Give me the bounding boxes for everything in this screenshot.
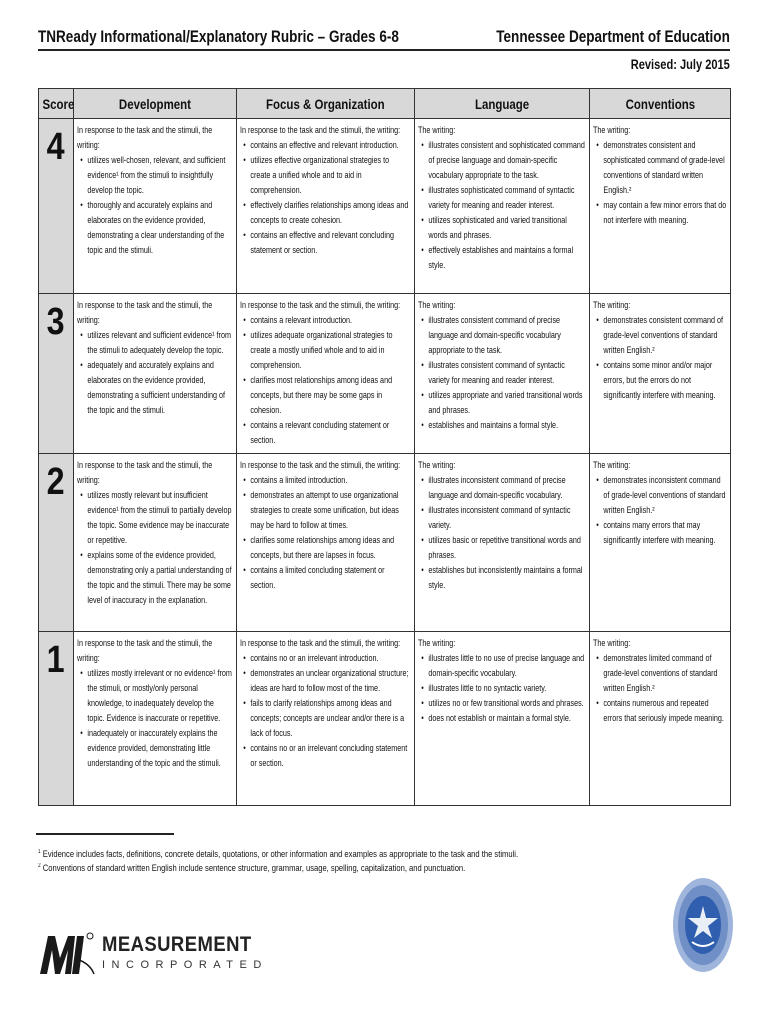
criterion-intro: In response to the task and the stimuli, the writing: bbox=[240, 300, 401, 311]
criterion-item: • establishes and maintains a formal style. bbox=[418, 418, 586, 433]
criterion-item: • contains a limited concluding statement or section. bbox=[240, 563, 411, 593]
conventions-cell bbox=[590, 631, 731, 805]
organization-name: Tennessee Department of Education bbox=[496, 28, 730, 46]
criterion-intro: The writing: bbox=[418, 300, 456, 311]
criterion-item: • clarifies most relationships among ideas and concepts, but there may be some gaps in cohesion. bbox=[240, 373, 411, 418]
footnote-2: $^2$ Conventions of standard written English include sentence structure, grammar, usage, spelling, capitalization, and punctuation. bbox=[38, 863, 466, 875]
criterion-intro: In response to the task and the stimuli, the writing: bbox=[77, 300, 213, 326]
criterion-item: • effectively clarifies relationships among ideas and concepts to create cohesion. bbox=[240, 198, 411, 228]
logo-subname: INCORPORATED bbox=[102, 959, 268, 971]
logo-name: MEASUREMENT bbox=[102, 933, 252, 956]
focus-cell bbox=[237, 119, 415, 294]
development-cell bbox=[74, 631, 237, 805]
criterion-item: • utilizes appropriate and varied transitional words and phrases. bbox=[418, 388, 586, 418]
criterion-list bbox=[593, 313, 727, 403]
criterion-list bbox=[240, 138, 411, 258]
criterion-item: • does not establish or maintain a formal style. bbox=[418, 711, 586, 726]
criterion-list bbox=[240, 651, 411, 771]
header-divider bbox=[38, 49, 730, 51]
criterion-item: • utilizes well-chosen, relevant, and sufficient evidence¹ from the stimuli to insightfully develop the topic. bbox=[77, 153, 233, 198]
criterion-item: • demonstrates an attempt to use organizational strategies to create some unification, but ideas may be hard to follow at times. bbox=[240, 488, 411, 533]
score-value: 2 bbox=[47, 461, 65, 504]
criterion-item: • contains many errors that may significantly interfere with meaning. bbox=[593, 518, 727, 548]
score-cell bbox=[39, 294, 74, 454]
language-cell bbox=[415, 454, 590, 631]
criterion-item: • demonstrates consistent command of grade-level conventions of standard written English.² bbox=[593, 313, 727, 358]
document-title: TNReady Informational/Explanatory Rubric – Grades 6-8 bbox=[38, 28, 399, 46]
conventions-cell bbox=[590, 454, 731, 631]
criterion-list bbox=[77, 488, 233, 608]
criterion-item: • demonstrates consistent and sophisticated command of grade-level conventions of standard written English.² bbox=[593, 138, 727, 198]
criterion-item: • contains an effective and relevant introduction. bbox=[240, 138, 411, 153]
criterion-item: • thoroughly and accurately explains and elaborates on the evidence provided, demonstrating a clear understanding of the topic and the stimuli. bbox=[77, 198, 233, 258]
criterion-item: • contains no or an irrelevant introduction. bbox=[240, 651, 411, 666]
criterion-item: • contains an effective and relevant concluding statement or section. bbox=[240, 228, 411, 258]
column-header-development: Development bbox=[74, 89, 237, 119]
criterion-item: • demonstrates an unclear organizational structure; ideas are hard to follow most of the time. bbox=[240, 666, 411, 696]
rubric-header-row bbox=[39, 89, 731, 119]
language-cell bbox=[415, 119, 590, 294]
conventions-cell bbox=[590, 119, 731, 294]
criterion-item: • explains some of the evidence provided, demonstrating only a partial understanding of the topic and the stimuli. There may be some level of inaccuracy in the explanation. bbox=[77, 548, 233, 608]
criterion-list bbox=[77, 328, 233, 418]
tn-education-seal bbox=[672, 876, 734, 974]
criterion-list bbox=[593, 138, 727, 228]
criterion-list bbox=[418, 651, 586, 726]
criterion-list bbox=[77, 666, 233, 771]
criterion-item: • contains no or an irrelevant concluding statement or section. bbox=[240, 741, 411, 771]
criterion-list bbox=[593, 473, 727, 548]
criterion-intro: The writing: bbox=[593, 300, 631, 311]
criterion-intro: The writing: bbox=[418, 460, 456, 471]
score-value: 3 bbox=[47, 301, 65, 344]
criterion-item: • demonstrates limited command of grade-level conventions of standard written English.² bbox=[593, 651, 727, 696]
rubric-body bbox=[39, 119, 731, 806]
criterion-item: • utilizes no or few transitional words and phrases. bbox=[418, 696, 586, 711]
criterion-item: • contains some minor and/or major errors, but the errors do not significantly interfere with meaning. bbox=[593, 358, 727, 403]
rubric-row bbox=[39, 119, 731, 294]
criterion-item: • contains a relevant introduction. bbox=[240, 313, 411, 328]
score-value: 4 bbox=[47, 126, 65, 168]
criterion-item: • illustrates consistent and sophisticated command of precise language and domain-specific vocabulary appropriate to the task. bbox=[418, 138, 586, 183]
criterion-list bbox=[418, 473, 586, 593]
criterion-item: • inadequately or inaccurately explains the evidence provided, demonstrating little understanding of the topic and the stimuli. bbox=[77, 726, 233, 771]
footnote-1: $^1$ Evidence includes facts, definitions, concrete details, quotations, or other information and examples as appropriate to the task and the stimuli. bbox=[38, 849, 519, 861]
rubric-table bbox=[38, 88, 731, 806]
criterion-item: • contains a limited introduction. bbox=[240, 473, 411, 488]
criterion-list bbox=[240, 473, 411, 593]
criterion-intro: The writing: bbox=[418, 125, 456, 135]
development-cell bbox=[74, 454, 237, 631]
criterion-intro: The writing: bbox=[418, 637, 456, 648]
criterion-item: • contains numerous and repeated errors that seriously impede meaning. bbox=[593, 696, 727, 726]
criterion-item: • illustrates sophisticated command of syntactic variety for meaning and reader interest. bbox=[418, 183, 586, 213]
criterion-item: • utilizes effective organizational strategies to create a unified whole and to aid in comprehension. bbox=[240, 153, 411, 198]
development-cell bbox=[74, 294, 237, 454]
criterion-item: • utilizes adequate organizational strategies to create a mostly unified whole and to aid in comprehension. bbox=[240, 328, 411, 373]
rubric-row bbox=[39, 454, 731, 631]
criterion-intro: The writing: bbox=[593, 637, 631, 648]
criterion-item: • utilizes mostly irrelevant or no evidence¹ from the stimuli, or mostly/only personal knowledge, to inadequately develop the topic. Evidence is inaccurate or repetitive. bbox=[77, 666, 233, 726]
criterion-list bbox=[77, 153, 233, 258]
development-cell bbox=[74, 119, 237, 294]
rubric-row bbox=[39, 631, 731, 805]
criterion-list bbox=[418, 138, 586, 273]
criterion-item: • utilizes sophisticated and varied transitional words and phrases. bbox=[418, 213, 586, 243]
mi-logo-mark bbox=[38, 930, 96, 976]
criterion-item: • fails to clarify relationships among ideas and concepts; concepts are unclear and/or there is a lack of focus. bbox=[240, 696, 411, 741]
score-cell bbox=[39, 631, 74, 805]
score-cell bbox=[39, 119, 74, 294]
criterion-item: • illustrates consistent command of syntactic variety for meaning and reader interest. bbox=[418, 358, 586, 388]
criterion-item: • illustrates consistent command of precise language and domain-specific vocabulary appropriate to the task. bbox=[418, 313, 586, 358]
score-value: 1 bbox=[47, 638, 65, 681]
column-header-conventions: Conventions bbox=[590, 89, 731, 119]
criterion-intro: The writing: bbox=[593, 460, 631, 471]
focus-cell bbox=[237, 294, 415, 454]
criterion-intro: In response to the task and the stimuli, the writing: bbox=[240, 125, 401, 135]
criterion-intro: The writing: bbox=[593, 125, 631, 135]
column-header-score: Score bbox=[39, 89, 74, 119]
criterion-item: • illustrates little to no use of precise language and domain-specific vocabulary. bbox=[418, 651, 586, 681]
criterion-item: • demonstrates inconsistent command of grade-level conventions of standard written English.² bbox=[593, 473, 727, 518]
criterion-item: • establishes but inconsistently maintains a formal style. bbox=[418, 563, 586, 593]
criterion-list bbox=[593, 651, 727, 726]
criterion-list bbox=[418, 313, 586, 433]
column-header-focus-organization: Focus & Organization bbox=[237, 89, 415, 119]
criterion-intro: In response to the task and the stimuli, the writing: bbox=[240, 637, 401, 648]
criterion-item: • contains a relevant concluding statement or section. bbox=[240, 418, 411, 448]
criterion-list bbox=[240, 313, 411, 448]
criterion-item: • illustrates little to no syntactic variety. bbox=[418, 681, 586, 696]
criterion-item: • illustrates inconsistent command of precise language and domain-specific vocabulary. bbox=[418, 473, 586, 503]
criterion-item: • utilizes basic or repetitive transitional words and phrases. bbox=[418, 533, 586, 563]
criterion-item: • utilizes relevant and sufficient evidence¹ from the stimuli to adequately develop the topic. bbox=[77, 328, 233, 358]
language-cell bbox=[415, 294, 590, 454]
conventions-cell bbox=[590, 294, 731, 454]
criterion-item: • clarifies some relationships among ideas and concepts, but there are lapses in focus. bbox=[240, 533, 411, 563]
criterion-item: • effectively establishes and maintains a formal style. bbox=[418, 243, 586, 273]
criterion-item: • may contain a few minor errors that do not interfere with meaning. bbox=[593, 198, 727, 228]
focus-cell bbox=[237, 454, 415, 631]
criterion-intro: In response to the task and the stimuli, the writing: bbox=[77, 125, 213, 150]
criterion-intro: In response to the task and the stimuli, the writing: bbox=[77, 637, 213, 663]
rubric-row bbox=[39, 294, 731, 454]
focus-cell bbox=[237, 631, 415, 805]
revised-date: Revised: July 2015 bbox=[630, 57, 730, 72]
column-header-language: Language bbox=[415, 89, 590, 119]
criterion-intro: In response to the task and the stimuli, the writing: bbox=[77, 460, 213, 486]
footnote-divider bbox=[36, 833, 174, 835]
criterion-item: • adequately and accurately explains and elaborates on the evidence provided, demonstrating a sufficient understanding of the topic and the stimuli. bbox=[77, 358, 233, 418]
criterion-intro: In response to the task and the stimuli, the writing: bbox=[240, 460, 401, 471]
language-cell bbox=[415, 631, 590, 805]
criterion-item: • illustrates inconsistent command of syntactic variety. bbox=[418, 503, 586, 533]
score-cell bbox=[39, 454, 74, 631]
criterion-item: • utilizes mostly relevant but insufficient evidence¹ from the stimuli to partially develop the topic. Some evidence may be inaccurate or repetitive. bbox=[77, 488, 233, 548]
measurement-incorporated-logo bbox=[38, 930, 272, 976]
